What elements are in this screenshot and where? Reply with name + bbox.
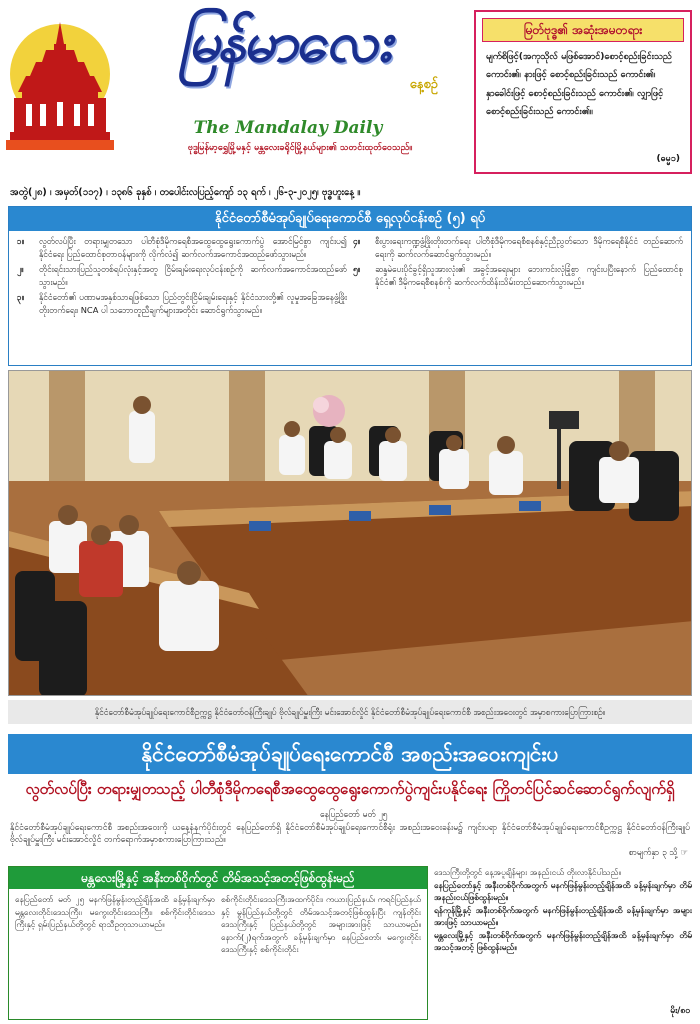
weather-box xyxy=(8,866,428,1020)
meeting-photo xyxy=(8,370,692,696)
side-paragraph: ရန်ကုန်မြို့နှင့် အနီးတစ်ဝိုက်အတွက် မနက်ဖြန်မွန်းတည့်ချိန်အထိ ခန့်မှန်းချက်မှာ အများအားဖြင့် သာယာမည်။ xyxy=(434,904,692,927)
issue-dateline: အတွဲ(၂၈) ၊ အမှတ်(၁၁၇) ၊ ၁၃၈၆ ခုနှစ် ၊ တပေါင်းလပြည့်ကျော် ၁၃ ရက် ၊ ၂၆-၃-၂၀၂၅၊ ဗုဒ္ဓဟူးနေ့ ။ xyxy=(10,187,361,198)
meeting-room-illustration xyxy=(9,371,692,696)
sub-headline: လွတ်လပ်ပြီး တရားမျှတသည့် ပါတီစုံဒီမိုကရေစီအထွေထွေရွေးကောက်ပွဲကျင်းပနိုင်ရေး ကြိုတင်ပြင်ဆင်ဆောင်ရွက်လျက်ရှိ xyxy=(25,780,675,798)
top-story-box xyxy=(8,206,692,366)
item-number: ၅။ xyxy=(353,264,361,275)
photo-caption: နိုင်ငံတော်စီမံအုပ်ချုပ်ရေးကောင်စီဥက္ကဋ္ဌ နိုင်ငံတော်ဝန်ကြီးချုပ် ဗိုလ်ချုပ်မှူးကြီး မင်းအောင်လှိုင် နိုင်ငံတော်စီမံအုပ်ချုပ်ရေးကောင်စီ အစည်းအဝေးတွင် အမှာစကားပြောကြားစဉ်။ xyxy=(8,700,692,724)
teaching-box xyxy=(474,10,692,174)
side-paragraph: မန္တလေးမြို့နှင့် အနီးတစ်ဝိုက်အတွက် မနက်ဖြန်မွန်းတည့်ချိန်အထိ ခန့်မှန်းချက်မှာ တိမ်အသင့်အတင့် ဖြစ်ထွန်းမည်။ xyxy=(434,929,692,952)
top-story-heading: နိုင်ငံတော်စီမံအုပ်ချုပ်ရေးကောင်စီ ရှေ့လုပ်ငန်းစဉ် (၅) ရပ် xyxy=(9,207,691,231)
list-item xyxy=(17,263,347,288)
lead-dateline: နေပြည်တော် မတ် ၂၅ xyxy=(320,810,388,820)
list-item xyxy=(353,263,683,288)
main-headline: နိုင်ငံတော်စီမံအုပ်ချုပ်ရေးကောင်စီ အစည်းအဝေးကျင်းပ xyxy=(8,734,692,774)
lead-paragraph: နိုင်ငံတော်စီမံအုပ်ချုပ်ရေးကောင်စီ အစည်းအဝေးကို ယနေ့နံနက်ပိုင်းတွင် နေပြည်တော်ရှိ နိုင်ငံတော်စီမံအုပ်ချုပ်ရေးကောင်စီရုံး အစည်းအဝေးခန်းမ၌ ကျင်းပရာ နိုင်ငံတော်စီမံအုပ်ချုပ်ရေးကောင်စီဥက္ကဋ္ဌ နိုင်ငံတော်ဝန်ကြီးချုပ် ဗိုလ်ချုပ်မှူးကြီး မင်းအောင်လှိုင် တက်ရောက်အမှာစကားပြောကြားသည်။ xyxy=(10,823,690,846)
weather-ref: မိုး/၈၀ xyxy=(670,1006,690,1016)
newspaper-subtitle: နေ့စဉ် xyxy=(409,77,438,92)
continued-ref: စာမျက်နှာ ၃ သို့ ☞ xyxy=(628,848,688,858)
pagoda-emblem-icon xyxy=(6,14,114,152)
masthead xyxy=(0,0,700,182)
list-item xyxy=(17,235,347,260)
item-text: နိုင်ငံတော်၏ ပဏာမအနှစ်သာရဖြစ်သော ပြည်တွင်းငြိမ်းချမ်းရေးနှင့် နိုင်ငံသားတို့၏ လူမှုအခြေအနေဖွံ့ဖြိုးတိုးတက်ရေး၊ NCA ပါ သဘောတူညီချက်များအတိုင်း ဆောင်ရွက်သွားမည်။ xyxy=(39,292,347,315)
item-text: လွတ်လပ်ပြီး တရားမျှတသော ပါတီစုံဒီမိုကရေစီအထွေထွေရွေးကောက်ပွဲ အောင်မြင်စွာ ကျင်းပ၍ နိုင်ငံရေး ပြည်ထောင်စုတာဝန်များကို လိုက်လံ၍ ဆက်လက်အကောင်အထည်ဖော်သွားမည်။ xyxy=(39,236,347,259)
weather-side-column xyxy=(434,866,692,954)
item-text: ဆန္ဒမဲပေးပိုင်ခွင့်ရှိသူအားလုံး၏ အခွင့်အရေးများ ဘေးကင်းလုံခြုံစွာ ကျင်းပပြီးနောက် ပြည်ထောင်စုနိုင်ငံ၏ ဒီမိုကရေစီစနစ်ကို ဆက်လက်ထိန်းသိမ်းတည်ဆောက်သွားမည်။ xyxy=(375,264,683,287)
list-item xyxy=(17,291,347,316)
item-text: စီးပွားရေးကဏ္ဍဖွံ့ဖြိုးတိုးတက်ရေး ပါတီစုံဒီမိုကရေစီစနစ်နှင့်ညီညွတ်သော ဒီမိုကရေစီနိုင်ငံ တည်ဆောက်ရေးကို ဆက်လက်ဆောင်ရွက်သွားမည်။ xyxy=(375,236,683,259)
item-number: ၃။ xyxy=(17,292,25,303)
masthead-motto: ဗုဒ္ဓမြန်မာ့ရွှေမြို့မနှင့် မန္တလေးခရိုင်မြို့နယ်များ၏ သတင်းထုတ်ဝေသည်။ xyxy=(187,143,413,153)
side-paragraph: နေပြည်တော်နှင့် အနီးတစ်ဝိုက်အတွက် မနက်ဖြန်မွန်းတည့်ချိန်အထိ ခန့်မှန်းချက်မှာ တိမ်အနည်းငယ်ဖြစ်ထွန်းမည်။ xyxy=(434,879,692,902)
list-item xyxy=(353,235,683,260)
item-number: ၄။ xyxy=(353,236,361,246)
teaching-body: မျက်စိဖြင့်(အကုသိုလ် မဖြစ်အောင်)စောင့်စည်းခြင်းသည် ကောင်း၏၊ နားဖြင့် စောင့်စည်းခြင်းသည် ကောင်း၏၊ နှာခေါင်းဖြင့် စောင့်စည်းခြင်းသည် ကောင်း၏၊ လျှာဖြင့် စောင့်စည်းခြင်းသည် ကောင်း၏။ xyxy=(486,51,672,118)
side-paragraph: ဒေသကြီးတို့တွင် နေ့အပူချိန်များ အနည်းငယ် တိုးလာနိုင်ပါသည်။ xyxy=(434,867,621,877)
teaching-heading: မြတ်ဗုဒ္ဓ၏ အဆုံးအမတရား xyxy=(482,18,684,42)
item-number: ၁။ xyxy=(17,236,25,246)
weather-left-text: နေပြည်တော် မတ် ၂၅ မနက်ဖြန်မွန်းတည့်ချိန်အထိ ခန့်မှန်းချက်မှာ မန္တလေးတိုင်းဒေသကြီး၊ မကွေးတိုင်းဒေသကြီး၊ စစ်ကိုင်းတိုင်းဒေသကြီးနှင့် ရှမ်းပြည်နယ်တို့တွင် ရာသီဥတုသာယာမည်။ xyxy=(15,894,215,929)
weather-right-text: စစ်ကိုင်းတိုင်းဒေသကြီးအထက်ပိုင်း၊ ကယားပြည်နယ်၊ ကရင်ပြည်နယ်နှင့် မွန်ပြည်နယ်တို့တွင် တိမ်အသင့်အတင့်ဖြစ်ထွန်းပြီး ကျန်တိုင်းဒေသကြီးနှင့် ပြည်နယ်တို့တွင် အများအားဖြင့် သာယာမည်။ နောက်(၂)ရက်အတွက် ခန့်မှန်းချက်မှာ နေပြည်တော်၊ မကွေးတိုင်းဒေသကြီးနှင့် စစ်ကိုင်းတိုင်း xyxy=(221,894,421,954)
newspaper-title: မြန်မာလေး xyxy=(175,10,401,75)
masthead-title xyxy=(118,6,458,118)
weather-heading: မန္တလေးမြို့နှင့် အနီးတစ်ဝိုက်တွင် တိမ်အသင့်အတင့်ဖြစ်ထွန်းမည် xyxy=(9,867,427,889)
top-story-left-column xyxy=(17,235,347,320)
item-text: တိုင်းရင်းသားပြည်သူတစ်ရပ်လုံးနှင့်အတူ ငြိမ်းချမ်းရေးလုပ်ငန်းစဉ်ကို ဆက်လက်အကောင်အထည်ဖော်သွားမည်။ xyxy=(39,264,347,287)
top-story-right-column xyxy=(353,235,683,291)
english-title: The Mandalay Daily xyxy=(193,118,383,138)
item-number: ၂။ xyxy=(17,264,24,275)
teaching-ref: (ဓမ္မ၁) xyxy=(656,154,680,164)
